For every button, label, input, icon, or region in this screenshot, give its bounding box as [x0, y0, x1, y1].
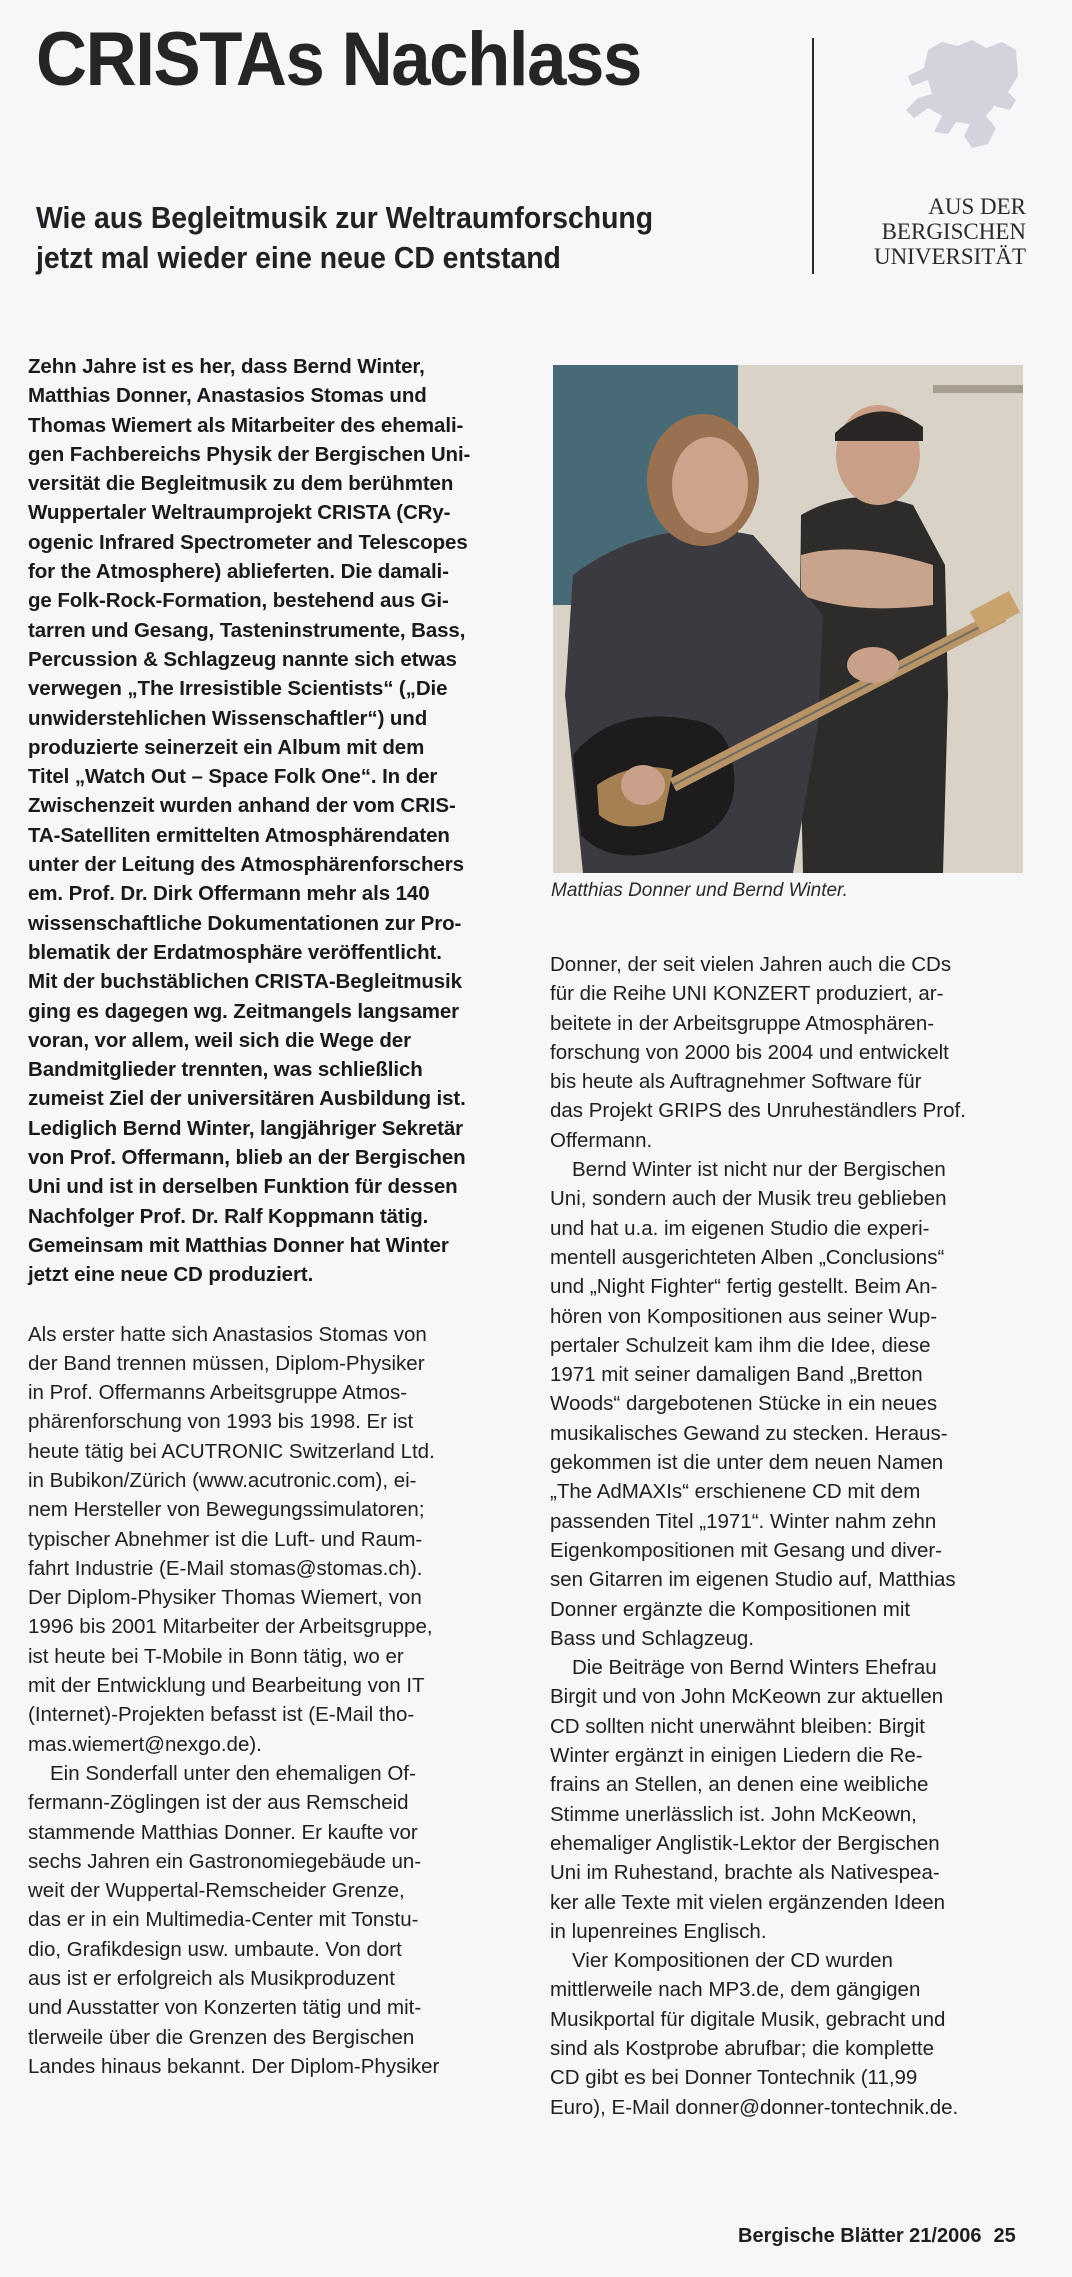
text-line: hören von Kompositionen aus seiner Wup-	[550, 1304, 938, 1328]
text-line: tarren und Gesang, Tasteninstrumente, Bass,	[28, 618, 466, 642]
text-line: Bernd Winter ist nicht nur der Bergischen	[572, 1158, 946, 1182]
article-title: CRISTAs Nachlass	[36, 17, 641, 102]
text-line: verwegen „The Irresistible Scientists“ („Die	[28, 677, 448, 701]
text-line: tlerweile über die Grenzen des Bergischen	[28, 2025, 415, 2049]
body-paragraph	[550, 1946, 1050, 2122]
text-line: Titel „Watch Out – Space Folk One“. In der	[28, 765, 438, 789]
text-line: in lupenreines Englisch.	[550, 1919, 767, 1943]
text-line: Matthias Donner, Anastasios Stomas und	[28, 384, 427, 408]
text-line: in Bubikon/Zürich (www.acutronic.com), ei-	[28, 1468, 417, 1492]
publication-name: Bergische Blätter 21/2006	[738, 2225, 982, 2247]
text-line: ging es dagegen wg. Zeitmangels langsamer	[28, 999, 460, 1023]
text-line: stammende Matthias Donner. Er kaufte vor	[28, 1820, 418, 1844]
subtitle-line: jetzt mal wieder eine neue CD entstand	[36, 241, 561, 275]
text-line: Uni im Ruhestand, brachte als Nativespea-	[550, 1861, 940, 1885]
text-line: heute tätig bei ACUTRONIC Switzerland Ltd.	[28, 1439, 435, 1463]
subtitle-line: Wie aus Begleitmusik zur Weltraumforschung	[36, 201, 654, 235]
body-paragraph	[28, 1320, 528, 1759]
text-line: passenden Titel „1971“. Winter nahm zehn	[550, 1509, 937, 1533]
body-paragraph	[550, 1155, 1050, 1653]
text-line: unwiderstehlichen Wissenschaftler“) und	[28, 706, 428, 730]
text-line: Stimme unerlässlich ist. John McKeown,	[550, 1802, 917, 1826]
text-line: das Projekt GRIPS des Unruheständlers Prof.	[550, 1099, 966, 1123]
text-line: und hat u.a. im eigenen Studio die experi-	[550, 1216, 930, 1240]
text-line: Winter ergänzt in einigen Liedern die Re-	[550, 1744, 923, 1768]
text-line: gekommen ist die unter dem neuen Namen	[550, 1451, 944, 1475]
text-line: Die Beiträge von Bernd Winters Ehefrau	[572, 1656, 937, 1680]
text-line: phärenforschung von 1993 bis 1998. Er ist	[28, 1410, 414, 1434]
text-line: CD sollten nicht unerwähnt bleiben: Birgit	[550, 1714, 925, 1738]
text-line: mit der Entwicklung und Bearbeitung von IT	[28, 1674, 425, 1698]
text-line: Percussion & Schlagzeug nannte sich etwas	[28, 647, 457, 671]
section-label	[874, 194, 1026, 269]
text-line: ist heute bei T-Mobile in Bonn tätig, wo er	[28, 1644, 404, 1668]
text-line: ogenic Infrared Spectrometer and Telescopes	[28, 530, 468, 554]
text-line: aus ist er erfolgreich als Musikproduzent	[28, 1967, 395, 1991]
text-line: mas.wiemert@nexgo.de).	[28, 1732, 262, 1756]
section-label-line: BERGISCHEN	[881, 219, 1026, 244]
text-line: bis heute als Auftragnehmer Software für	[550, 1070, 922, 1094]
text-line: ehemaliger Anglistik-Lektor der Bergischen	[550, 1831, 940, 1855]
text-line: in Prof. Offermanns Arbeitsgruppe Atmos-	[28, 1381, 408, 1405]
text-line: 1996 bis 2001 Mitarbeiter der Arbeitsgruppe,	[28, 1615, 433, 1639]
text-line: em. Prof. Dr. Dirk Offermann mehr als 140	[28, 882, 430, 906]
text-line: Eigenkompositionen mit Gesang und diver-	[550, 1538, 942, 1562]
text-line: mittlerweile nach MP3.de, dem gängigen	[550, 1978, 921, 2002]
text-line: versität die Begleitmusik zu dem berühmten	[28, 472, 454, 496]
text-line: Der Diplom-Physiker Thomas Wiemert, von	[28, 1586, 422, 1610]
text-line: Zwischenzeit wurden anhand der vom CRIS-	[28, 794, 456, 818]
text-line: Vier Kompositionen der CD wurden	[572, 1949, 893, 1973]
text-line: unter der Leitung des Atmosphärenforschers	[28, 853, 464, 877]
text-line: und Ausstatter von Konzerten tätig und mit-	[28, 1996, 422, 2020]
text-line: typischer Abnehmer ist die Luft- und Raum-	[28, 1527, 423, 1551]
text-line: Thomas Wiemert als Mitarbeiter des ehemali-	[28, 413, 464, 437]
text-line: zumeist Ziel der universitären Ausbildung ist.	[28, 1087, 466, 1111]
text-line: sind als Kostprobe abrufbar; die komplette	[550, 2036, 935, 2060]
page-footer	[738, 2225, 1016, 2248]
text-line: ker alle Texte mit vielen ergänzenden Ideen	[550, 1890, 946, 1914]
text-line: blematik der Erdatmosphäre veröffentlicht.	[28, 940, 442, 964]
text-line: Bass und Schlagzeug.	[550, 1626, 754, 1650]
text-line: weit der Wuppertal-Remscheider Grenze,	[28, 1879, 405, 1903]
text-line: TA-Satelliten ermittelten Atmosphärendaten	[28, 823, 450, 847]
text-line: musikalisches Gewand zu stecken. Heraus-	[550, 1421, 948, 1445]
text-line: Offermann.	[550, 1128, 653, 1152]
lead-paragraph	[28, 352, 528, 1290]
text-line: Gemeinsam mit Matthias Donner hat Winter	[28, 1233, 449, 1257]
text-line: beitete in der Arbeitsgruppe Atmosphären-	[550, 1011, 935, 1035]
text-line: fahrt Industrie (E-Mail stomas@stomas.ch).	[28, 1556, 423, 1580]
text-line: ge Folk-Rock-Formation, bestehend aus Gi-	[28, 589, 449, 613]
text-line: Mit der buchstäblichen CRISTA-Begleitmusik	[28, 970, 462, 994]
article-subtitle	[36, 198, 743, 278]
right-column	[550, 950, 1050, 2122]
text-line: „The AdMAXIs“ erschienene CD mit dem	[550, 1480, 921, 1504]
page-number: 25	[993, 2225, 1016, 2247]
photo-caption: Matthias Donner und Bernd Winter.	[551, 880, 848, 901]
text-line: dio, Grafikdesign usw. umbaute. Von dort	[28, 1937, 402, 1961]
text-line: (Internet)-Projekten befasst ist (E-Mail tho-	[28, 1703, 415, 1727]
left-column	[28, 352, 528, 2081]
text-line: der Band trennen müssen, Diplom-Physiker	[28, 1351, 425, 1375]
text-line: Donner ergänzte die Kompositionen mit	[550, 1597, 911, 1621]
text-line: Euro), E-Mail donner@donner-tontechnik.de.	[550, 2095, 959, 2119]
text-line: Nachfolger Prof. Dr. Ralf Koppmann tätig.	[28, 1204, 429, 1228]
text-line: sechs Jahren ein Gastronomiegebäude un-	[28, 1849, 422, 1873]
text-line: 1971 mit seiner damaligen Band „Bretton	[550, 1363, 923, 1387]
section-label-line: AUS DER	[928, 194, 1026, 219]
body-paragraph	[550, 950, 1050, 1155]
text-line: Landes hinaus bekannt. Der Diplom-Physiker	[28, 2054, 440, 2078]
text-line: voran, vor allem, weil sich die Wege der	[28, 1028, 411, 1052]
text-line: Birgit und von John McKeown zur aktuellen	[550, 1685, 944, 1709]
header-divider	[812, 38, 814, 274]
text-line: sen Gitarren im eigenen Studio auf, Matthias	[550, 1568, 956, 1592]
body-paragraph	[550, 1653, 1050, 1946]
text-line: for the Atmosphere) ablieferten. Die damali-	[28, 560, 449, 584]
text-line: Lediglich Bernd Winter, langjähriger Sekretär	[28, 1116, 464, 1140]
paragraph-gap	[28, 1290, 528, 1320]
text-line: Uni, sondern auch der Musik treu geblieben	[550, 1187, 947, 1211]
text-line: Donner, der seit vielen Jahren auch die CDs	[550, 953, 952, 976]
text-line: nem Hersteller von Bewegungssimulatoren;	[28, 1498, 425, 1522]
text-line: frains an Stellen, an denen eine weibliche	[550, 1773, 929, 1797]
text-line: Uni und ist in derselben Funktion für dessen	[28, 1175, 458, 1199]
text-line: fermann-Zöglingen ist der aus Remscheid	[28, 1791, 409, 1815]
section-label-line: UNIVERSITÄT	[873, 244, 1026, 269]
text-line: mentell ausgerichteten Alben „Conclusions“	[550, 1245, 945, 1269]
text-line: Wuppertaler Weltraumprojekt CRISTA (CRy-	[28, 501, 451, 525]
text-line: CD gibt es bei Donner Tontechnik (11,99	[550, 2066, 918, 2090]
text-line: produzierte seinerzeit ein Album mit dem	[28, 735, 425, 759]
text-line: gen Fachbereichs Physik der Bergischen Uni-	[28, 442, 471, 466]
text-line: und „Night Fighter“ fertig gestellt. Beim An-	[550, 1275, 938, 1299]
text-line: wissenschaftliche Dokumentationen zur Pro-	[28, 911, 462, 935]
bergischer-loewe-lion-icon	[898, 36, 1024, 156]
article-photo	[553, 365, 1023, 873]
text-line: pertaler Schulzeit kam ihm die Idee, diese	[550, 1333, 931, 1357]
text-line: Ein Sonderfall unter den ehemaligen Of-	[50, 1761, 416, 1785]
body-paragraph	[28, 1759, 528, 2081]
text-line: von Prof. Offermann, blieb an der Bergischen	[28, 1146, 466, 1170]
text-line: Bandmitglieder trennten, was schließlich	[28, 1058, 423, 1082]
text-line: forschung von 2000 bis 2004 und entwickelt	[550, 1040, 949, 1064]
text-line: jetzt eine neue CD produziert.	[28, 1263, 314, 1287]
text-line: Als erster hatte sich Anastasios Stomas von	[28, 1322, 427, 1346]
text-line: Zehn Jahre ist es her, dass Bernd Winter,	[28, 355, 425, 378]
text-line: das er in ein Multimedia-Center mit Tonstu-	[28, 1908, 419, 1932]
text-line: für die Reihe UNI KONZERT produziert, ar-	[550, 982, 944, 1006]
text-line: Musikportal für digitale Musik, gebracht und	[550, 2007, 946, 2031]
text-line: Woods“ dargebotenen Stücke in ein neues	[550, 1392, 938, 1416]
